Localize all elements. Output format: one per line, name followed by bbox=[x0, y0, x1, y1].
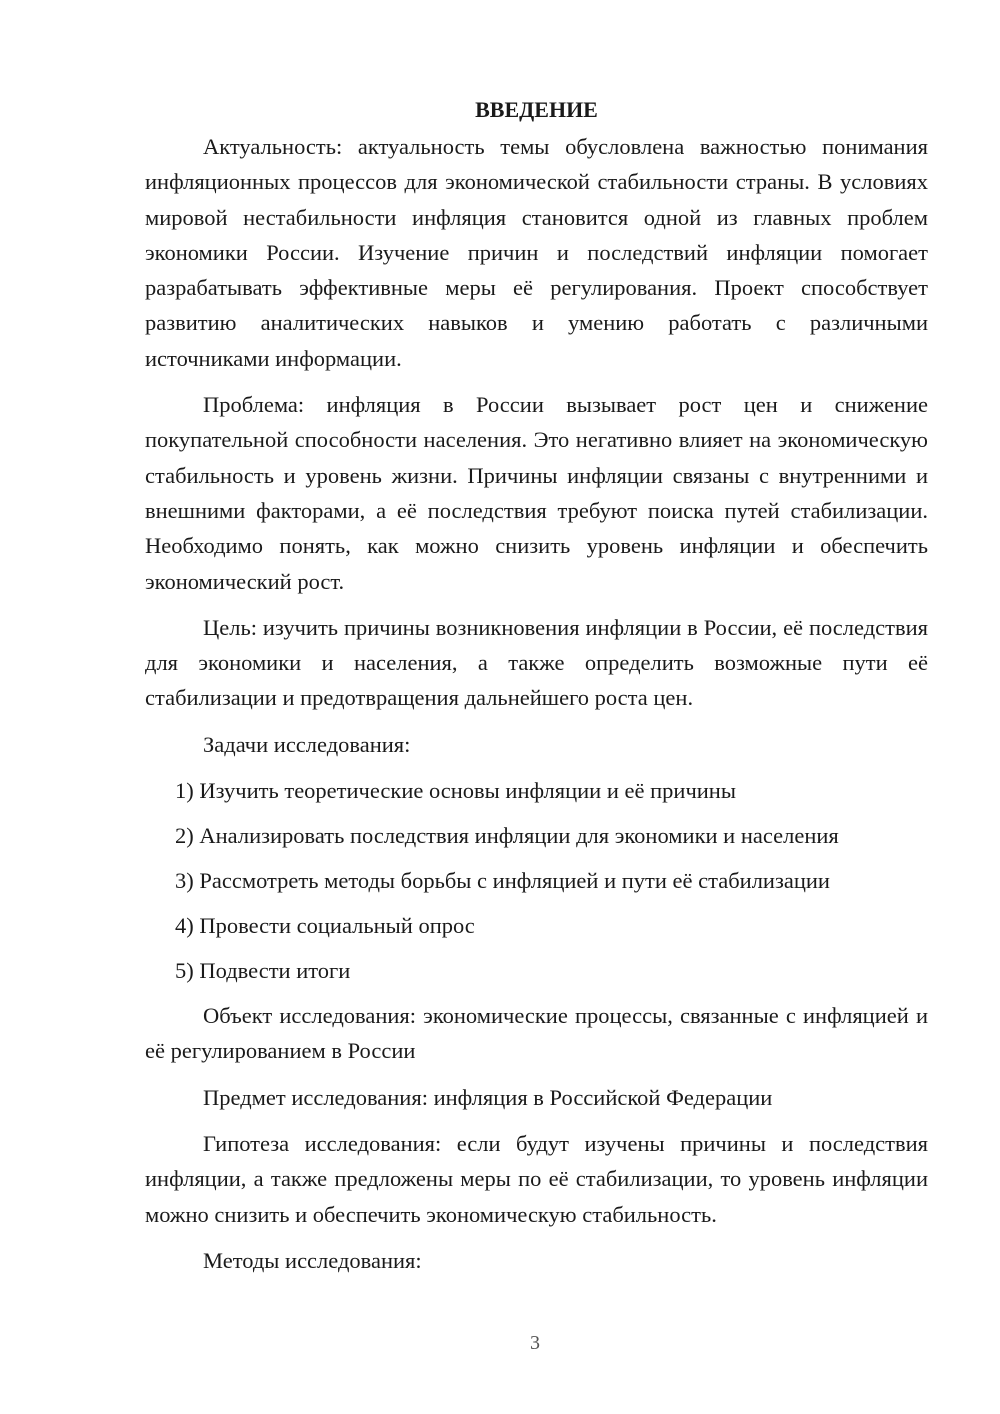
list-item: 1) Изучить теоретические основы инфляции и её причины bbox=[175, 778, 736, 804]
relevance-paragraph: Актуальность: актуальность темы обусловлена важностью понимания инфляционных процессов для экономической стабильности страны. В условиях мировой нестабильности инфляция становится одной из главных проблем экономики России. Изучение причин и последствий инфляции помогает разрабатывать эффективные меры её регулирования. Проект способствует развитию аналитических навыков и умению работать с различными источниками информации. bbox=[145, 134, 928, 371]
list-item: 4) Провести социальный опрос bbox=[175, 913, 475, 939]
list-item: 2) Анализировать последствия инфляции для экономики и населения bbox=[175, 823, 839, 849]
subject-paragraph: Предмет исследования: инфляция в Российской Федерации bbox=[203, 1084, 773, 1110]
problem-paragraph: Проблема: инфляция в России вызывает рост цен и снижение покупательной способности населения. Это негативно влияет на экономическую стабильность и уровень жизни. Причины инфляции связаны с внутренними и внешними факторами, а её последствия требуют поиска путей стабилизации. Необходимо понять, как можно снизить уровень инфляции и обеспечить экономический рост. bbox=[145, 392, 928, 594]
page-number: 3 bbox=[530, 1332, 540, 1354]
document-page bbox=[145, 92, 928, 1289]
tasks-list bbox=[145, 773, 928, 988]
object-paragraph: Объект исследования: экономические процессы, связанные с инфляцией и её регулированием в России bbox=[145, 1003, 928, 1064]
methods-heading: Методы исследования: bbox=[203, 1247, 422, 1273]
list-item: 5) Подвести итоги bbox=[175, 958, 351, 984]
list-item: 3) Рассмотреть методы борьбы с инфляцией и пути её стабилизации bbox=[175, 868, 830, 894]
page-title: ВВЕДЕНИЕ bbox=[475, 97, 598, 122]
hypothesis-paragraph: Гипотеза исследования: если будут изучены причины и последствия инфляции, а также предложены меры по её стабилизации, то уровень инфляции можно снизить и обеспечить экономическую стабильность. bbox=[145, 1130, 928, 1227]
goal-paragraph: Цель: изучить причины возникновения инфляции в России, её последствия для экономики и населения, а также определить возможные пути её стабилизации и предотвращения дальнейшего роста цен. bbox=[145, 614, 928, 711]
tasks-heading: Задачи исследования: bbox=[203, 731, 411, 757]
